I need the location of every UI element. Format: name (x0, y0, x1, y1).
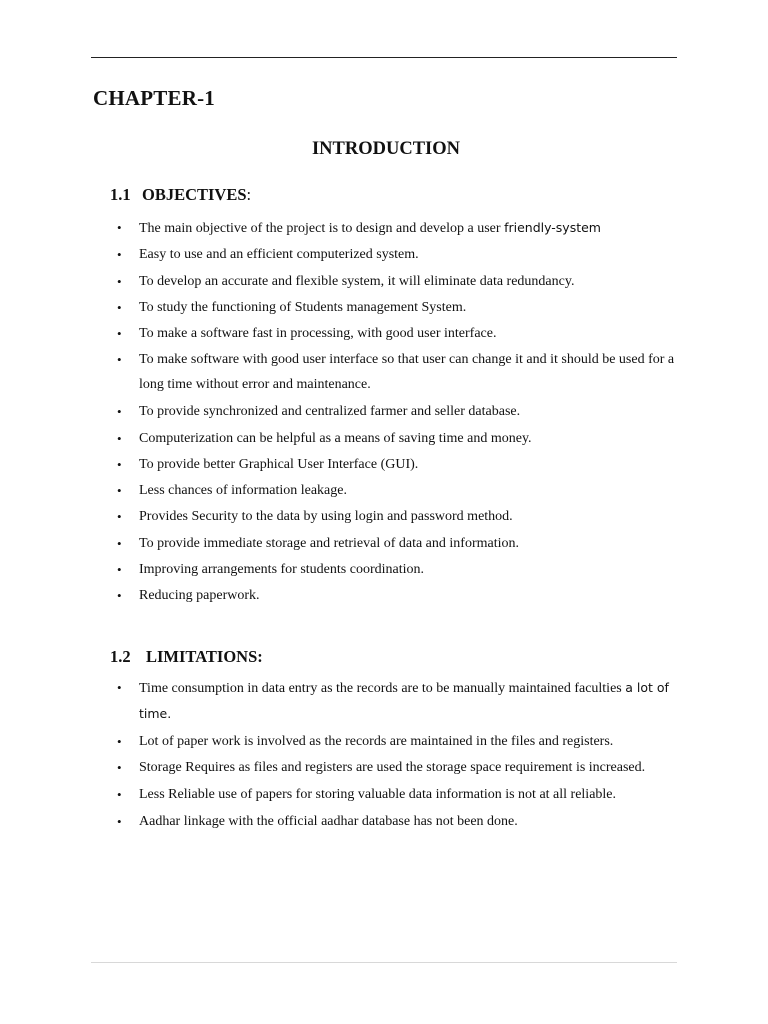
bullet-icon: • (117, 588, 122, 604)
introduction-title: INTRODUCTION (311, 139, 461, 159)
bullet-icon: • (117, 680, 122, 695)
list-item: • Provides Security to the data by using login and password method. (117, 505, 677, 529)
bullet-icon: • (117, 562, 122, 578)
bullet-icon: • (117, 326, 122, 342)
list-item: • To make software with good user interface so that user can change it and it should be used for a long time without error and maintenance. (117, 348, 677, 397)
bullet-icon: • (117, 733, 122, 749)
objectives-list (117, 216, 677, 611)
bottom-rule (91, 962, 677, 963)
list-item: • To provide synchronized and centralized farmer and seller database. (117, 400, 677, 424)
bullet-icon: • (117, 352, 122, 368)
bullet-icon: • (117, 247, 122, 263)
list-item: • Less chances of information leakage. (117, 479, 677, 503)
list-item: • Storage Requires as files and registers are used the storage space requirement is increased. (117, 756, 677, 781)
top-rule (91, 57, 677, 58)
section-number: 1.2 (110, 647, 131, 666)
list-item: • To provide better Graphical User Interface (GUI). (117, 453, 677, 477)
list-item: • Improving arrangements for students coordination. (117, 558, 677, 582)
bullet-icon: • (117, 273, 122, 289)
list-item: • To make a software fast in processing, with good user interface. (117, 322, 677, 346)
list-item: • The main objective of the project is to design and develop a user friendly-system (117, 216, 677, 241)
bullet-icon: • (117, 535, 122, 551)
list-item: • To study the functioning of Students management System. (117, 296, 677, 320)
bullet-icon: • (117, 760, 122, 776)
bullet-icon: • (117, 787, 122, 803)
chapter-title: CHAPTER-1 (93, 86, 215, 110)
list-item: • To provide immediate storage and retrieval of data and information. (117, 532, 677, 556)
list-item: • Aadhar linkage with the official aadhar database has not been done. (117, 810, 677, 834)
bullet-icon: • (117, 430, 122, 446)
bullet-icon: • (117, 483, 122, 499)
list-item: • Time consumption in data entry as the records are to be manually maintained faculties a lot of time. (117, 676, 677, 727)
bullet-icon: • (117, 456, 122, 472)
list-item: • To develop an accurate and flexible system, it will eliminate data redundancy. (117, 270, 677, 294)
list-item: • Computerization can be helpful as a means of saving time and money. (117, 427, 677, 451)
limitations-list (117, 676, 677, 836)
bullet-icon: • (117, 220, 122, 235)
bullet-icon: • (117, 299, 122, 315)
section-number: 1.1 (110, 185, 131, 204)
section-title: LIMITATIONS: (146, 647, 263, 666)
list-item: • Less Reliable use of papers for storing valuable data information is not at all reliable. (117, 783, 677, 807)
list-item: • Reducing paperwork. (117, 584, 677, 608)
list-item: • Easy to use and an efficient computerized system. (117, 243, 677, 267)
section-title: OBJECTIVES (142, 185, 247, 204)
section-colon: : (246, 185, 252, 204)
objectives-heading (110, 185, 251, 205)
bullet-icon: • (117, 813, 122, 829)
bullet-icon: • (117, 509, 122, 525)
bullet-icon: • (117, 404, 122, 420)
limitations-heading (110, 647, 263, 667)
list-item: • Lot of paper work is involved as the records are maintained in the files and registers. (117, 730, 677, 754)
